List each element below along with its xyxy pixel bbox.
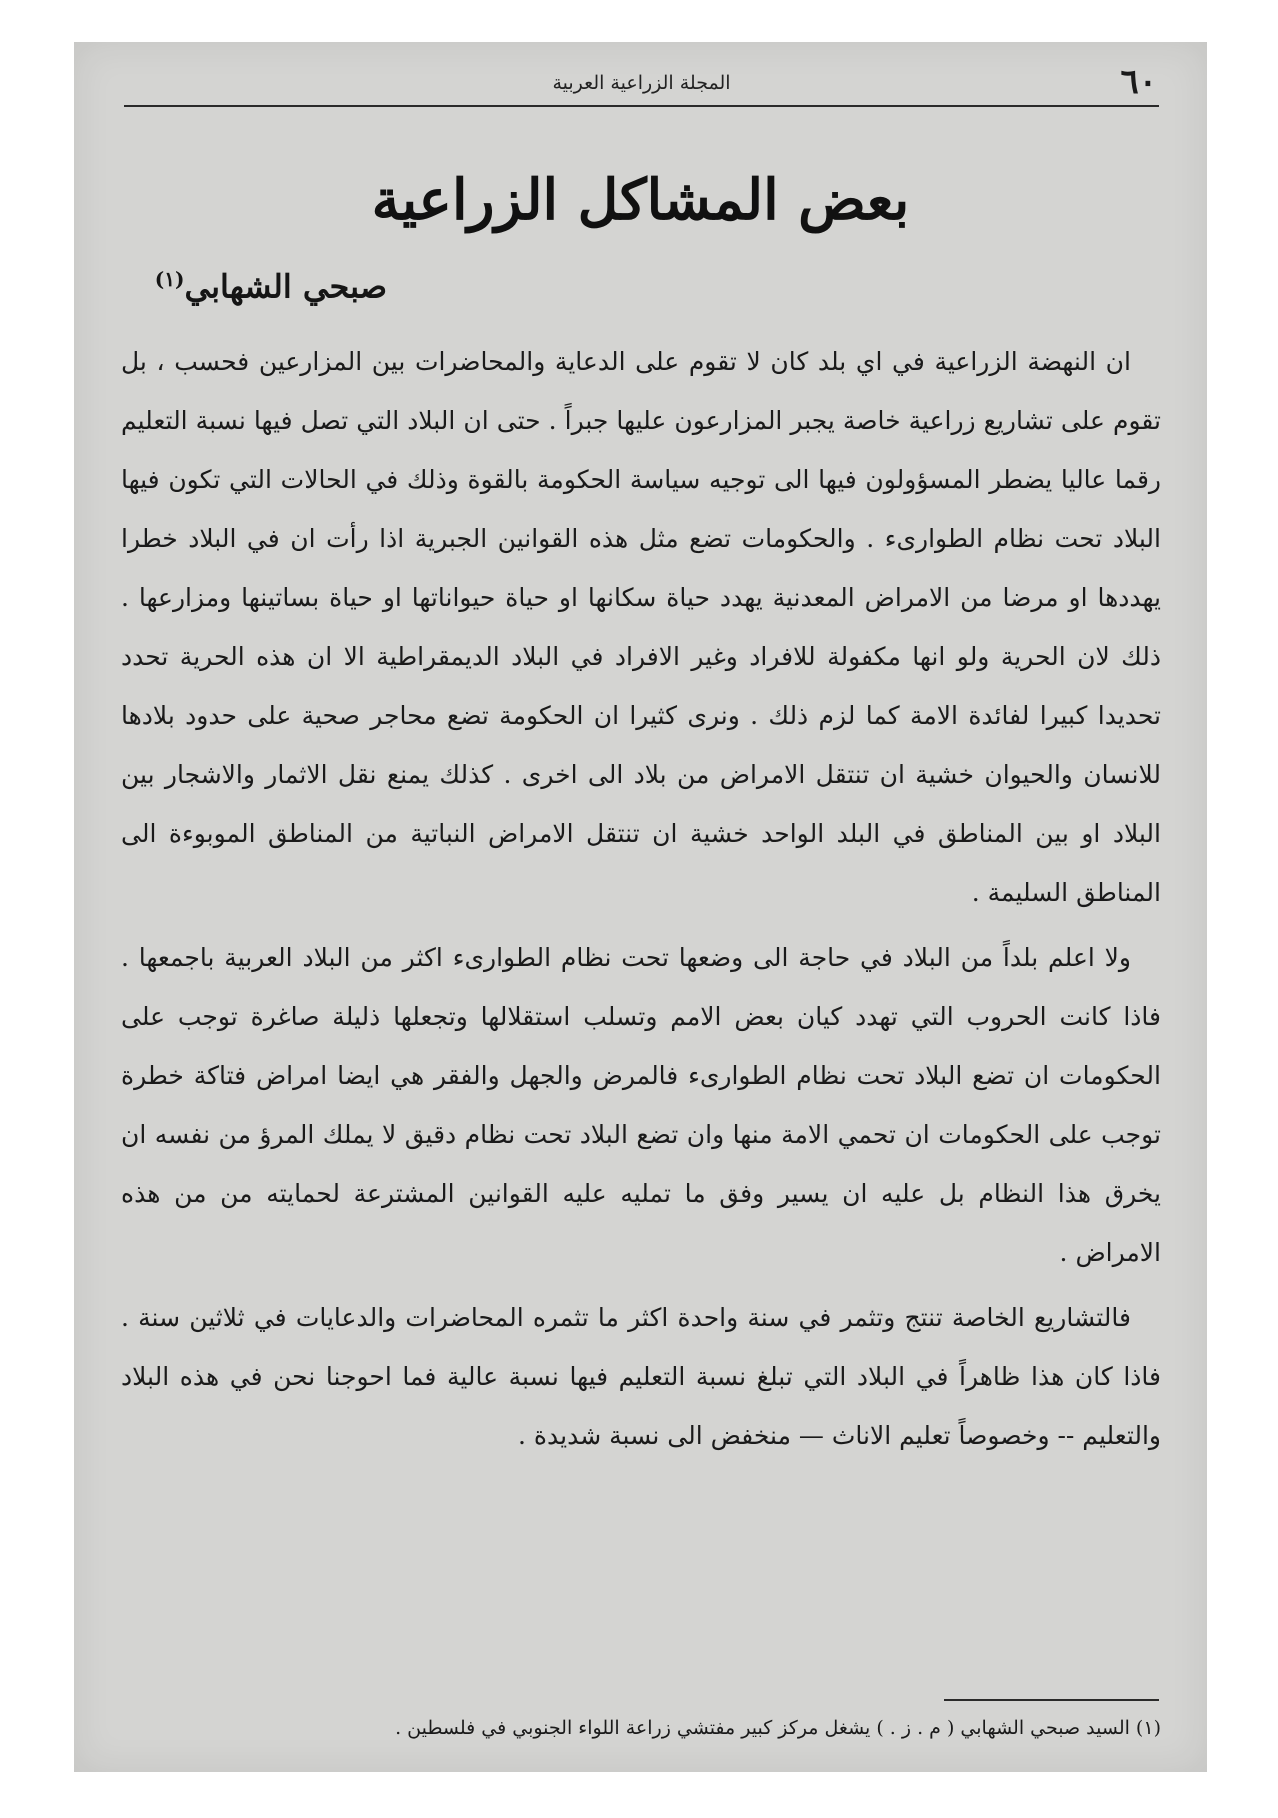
footnote: (١) السيد صبحي الشهابي ( م . ز . ) يشغل مركز كبير مفتشي زراعة اللواء الجنوبي في فلسطين . (395, 1717, 1161, 1739)
article-body (121, 332, 1161, 1465)
running-head (126, 62, 1157, 106)
paragraph-1: ان النهضة الزراعية في اي بلد كان لا تقوم على الدعاية والمحاضرات بين المزارعين فحسب ، بل تقوم على تشاريع زراعية خاصة يجبر المزارعون عليها جبراً . حتى ان البلاد التي تصل فيها نسبة التعليم رقما عاليا يضطر المسؤولون فيها الى توجيه سياسة الحكومة بالقوة وذلك في الحالات التي تكون فيها البلاد تحت نظام الطوارىء . والحكومات تضع مثل هذه القوانين الجبرية اذا رأت ان في البلاد خطرا يهددها او مرضا من الامراض المعدنية يهدد حياة سكانها او حياة حيواناتها او حياة بساتينها ومزارعها . ذلك لان الحرية ولو انها مكفولة للافراد وغير الافراد في البلاد الديمقراطية الا ان هذه الحرية تحدد تحديدا كبيرا لفائدة الامة كما لزم ذلك . ونرى كثيرا ان الحكومة تضع محاجر صحية على حدود بلادها للانسان والحيوان خشية ان تنتقل الامراض من بلاد الى اخرى . كذلك يمنع نقل الاثمار والاشجار بين البلاد او بين المناطق في البلد الواحد خشية ان تنتقل الامراض النباتية من المناطق الموبوءة الى المناطق السليمة . (121, 347, 1161, 907)
journal-name: المجلة الزراعية العربية (552, 72, 731, 94)
author-line (155, 254, 387, 312)
footnote-rule (944, 1699, 1159, 1701)
author-footnote-marker: (١) (154, 267, 185, 291)
author-name: صبحي الشهابي (184, 267, 387, 306)
header-rule (124, 105, 1159, 107)
paragraph-3: فالتشاريع الخاصة تنتج وتثمر في سنة واحدة اكثر ما تثمره المحاضرات والدعايات في ثلاثين سنة . فاذا كان هذا ظاهراً في البلاد التي تبلغ نسبة التعليم فيها نسبة عالية فما احوجنا نحن في هذه البلاد والتعليم -- وخصوصاً تعليم الاناث — منخفض الى نسبة شديدة . (121, 1303, 1161, 1450)
scanned-page (74, 42, 1207, 1772)
article-title: بعض المشاكل الزراعية (371, 167, 910, 233)
page-number: ٦٠ (1120, 62, 1157, 102)
paragraph-2: ولا اعلم بلداً من البلاد في حاجة الى وضعها تحت نظام الطوارىء اكثر من البلاد العربية باجمعها . فاذا كانت الحروب التي تهدد كيان بعض الامم وتسلب استقلالها وتجعلها ذليلة صاغرة توجب على الحكومات ان تضع البلاد تحت نظام الطوارىء فالمرض والجهل والفقر هي ايضا امراض فتاكة خطرة توجب على الحكومات ان تحمي الامة منها وان تضع البلاد تحت نظام دقيق لا يملك المرؤ من نفسه ان يخرق هذا النظام بل عليه ان يسير وفق ما تمليه عليه القوانين المشترعة لحمايته من من هذه الامراض . (121, 943, 1161, 1267)
